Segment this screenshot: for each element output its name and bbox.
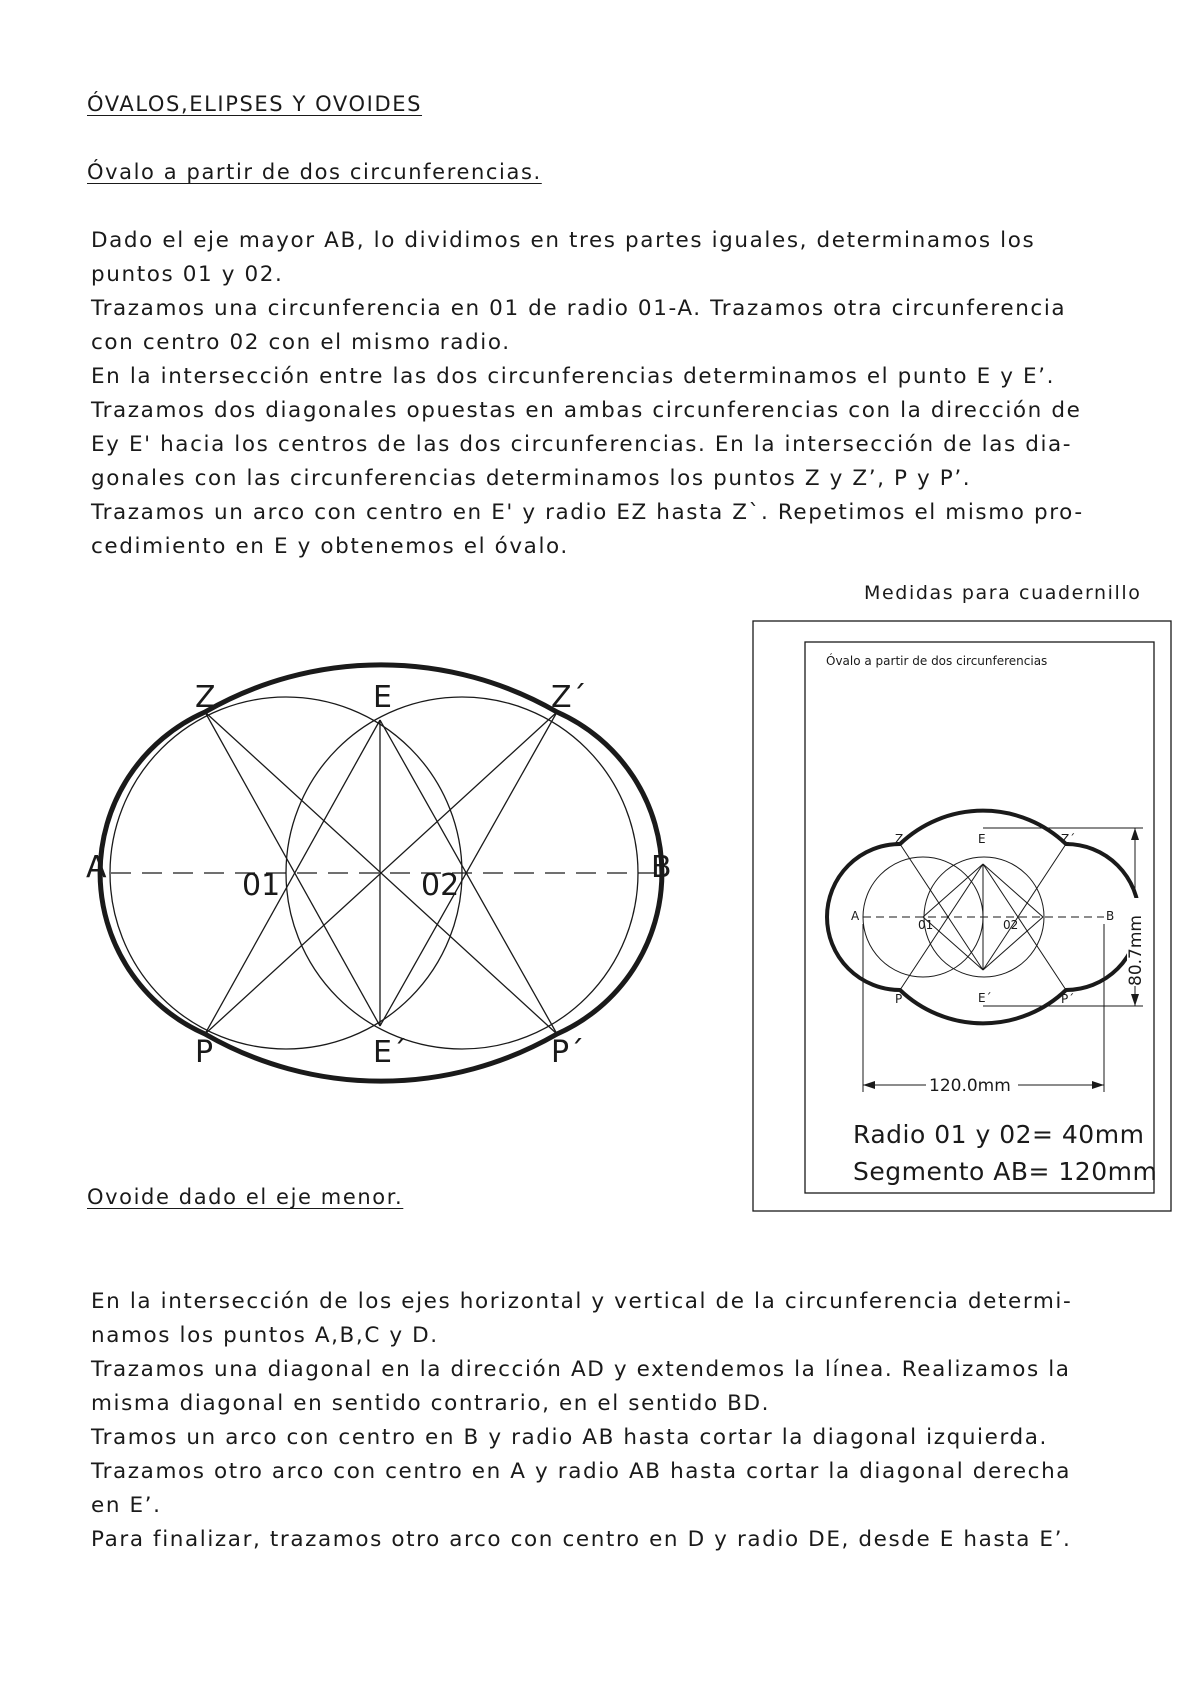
dimension-height: 80.7mm <box>1126 915 1146 986</box>
label-p-prime: P´ <box>551 1035 585 1070</box>
ovoid-instruction-line: Tramos un arco con centro en B y radio AB hasta cortar la diagonal izquierda. <box>91 1425 1048 1450</box>
ovoid-instruction-line: En la intersección de los ejes horizontal y vertical de la circunferencia determi- <box>91 1289 1073 1314</box>
ovoid-instruction-line: Trazamos otro arco con centro en A y radio AB hasta cortar la diagonal derecha <box>91 1459 1072 1484</box>
oval-instruction-line: cedimiento en E y obtenemos el óvalo. <box>91 534 569 559</box>
ovoid-instruction-line: Para finalizar, trazamos otro arco con centro en D y radio DE, desde E hasta E’. <box>91 1527 1072 1552</box>
note-segment: Segmento AB= 120mm <box>853 1157 1158 1186</box>
oval-instruction-line: gonales con las circunferencias determinamos los puntos Z y Z’, P y P’. <box>91 466 972 491</box>
oval-instruction-line: puntos 01 y 02. <box>91 262 284 287</box>
section-heading-ovoid: Ovoide dado el eje menor. <box>87 1185 404 1209</box>
sheet-title: Óvalo a partir de dos circunferencias <box>826 654 1048 668</box>
label-b: B <box>651 850 672 885</box>
sheet-label-e-prime: E´ <box>978 991 992 1005</box>
oval-instruction-line: Trazamos un arco con centro en E' y radio EZ hasta Z`. Repetimos el mismo pro- <box>91 500 1084 525</box>
label-e-prime: E´ <box>373 1035 407 1070</box>
dimension-width: 120.0mm <box>929 1076 1011 1096</box>
note-radius: Radio 01 y 02= 40mm <box>853 1120 1145 1149</box>
label-a: A <box>86 850 107 885</box>
sheet-label-b: B <box>1106 909 1115 923</box>
sheet-label-z: Z <box>895 832 904 846</box>
label-o1: 01 <box>242 868 281 903</box>
ovoid-instruction-line: Trazamos una diagonal en la dirección AD y extendemos la línea. Realizamos la <box>91 1357 1071 1382</box>
sheet-label-e: E <box>978 832 986 846</box>
oval-instruction-line: Trazamos una circunferencia en 01 de radio 01-A. Trazamos otra circunferencia <box>91 296 1067 321</box>
ovoid-instructions <box>91 1285 1101 1557</box>
sheet-label-p-prime: P´ <box>1061 992 1075 1006</box>
page-title: ÓVALOS,ELIPSES Y OVOIDES <box>87 92 423 116</box>
sheet-label-p: P <box>895 992 903 1006</box>
sheet-label-o1: 01 <box>918 918 934 932</box>
section-heading-oval: Óvalo a partir de dos circunferencias. <box>87 160 542 184</box>
oval-instruction-line: Ey E' hacia los centros de las dos circunferencias. En la intersección de las dia- <box>91 432 1073 457</box>
oval-instruction-line: Trazamos dos diagonales opuestas en ambas circunferencias con la dirección de <box>91 398 1082 423</box>
sheet-label-o2: 02 <box>1003 918 1019 932</box>
ovoid-instruction-line: en E’. <box>91 1493 162 1518</box>
oval-instruction-line: En la intersección entre las dos circunferencias determinamos el punto E y E’. <box>91 364 1056 389</box>
label-e: E <box>373 680 392 715</box>
label-z-prime: Z´ <box>551 680 587 715</box>
ovoid-instruction-line: namos los puntos A,B,C y D. <box>91 1323 439 1348</box>
sheet-label-a: A <box>851 909 860 923</box>
sheet-label-z-prime: Z´ <box>1061 832 1076 846</box>
oval-instruction-line: con centro 02 con el mismo radio. <box>91 330 511 355</box>
ovoid-instruction-line: misma diagonal en sentido contrario, en el sentido BD. <box>91 1391 771 1416</box>
oval-instruction-line: Dado el eje mayor AB, lo dividimos en tres partes iguales, determinamos los <box>91 228 1036 253</box>
notebook-caption: Medidas para cuadernillo <box>864 582 1142 604</box>
label-z: Z <box>195 680 216 715</box>
label-o2: 02 <box>421 868 460 903</box>
label-p: P <box>195 1035 214 1070</box>
